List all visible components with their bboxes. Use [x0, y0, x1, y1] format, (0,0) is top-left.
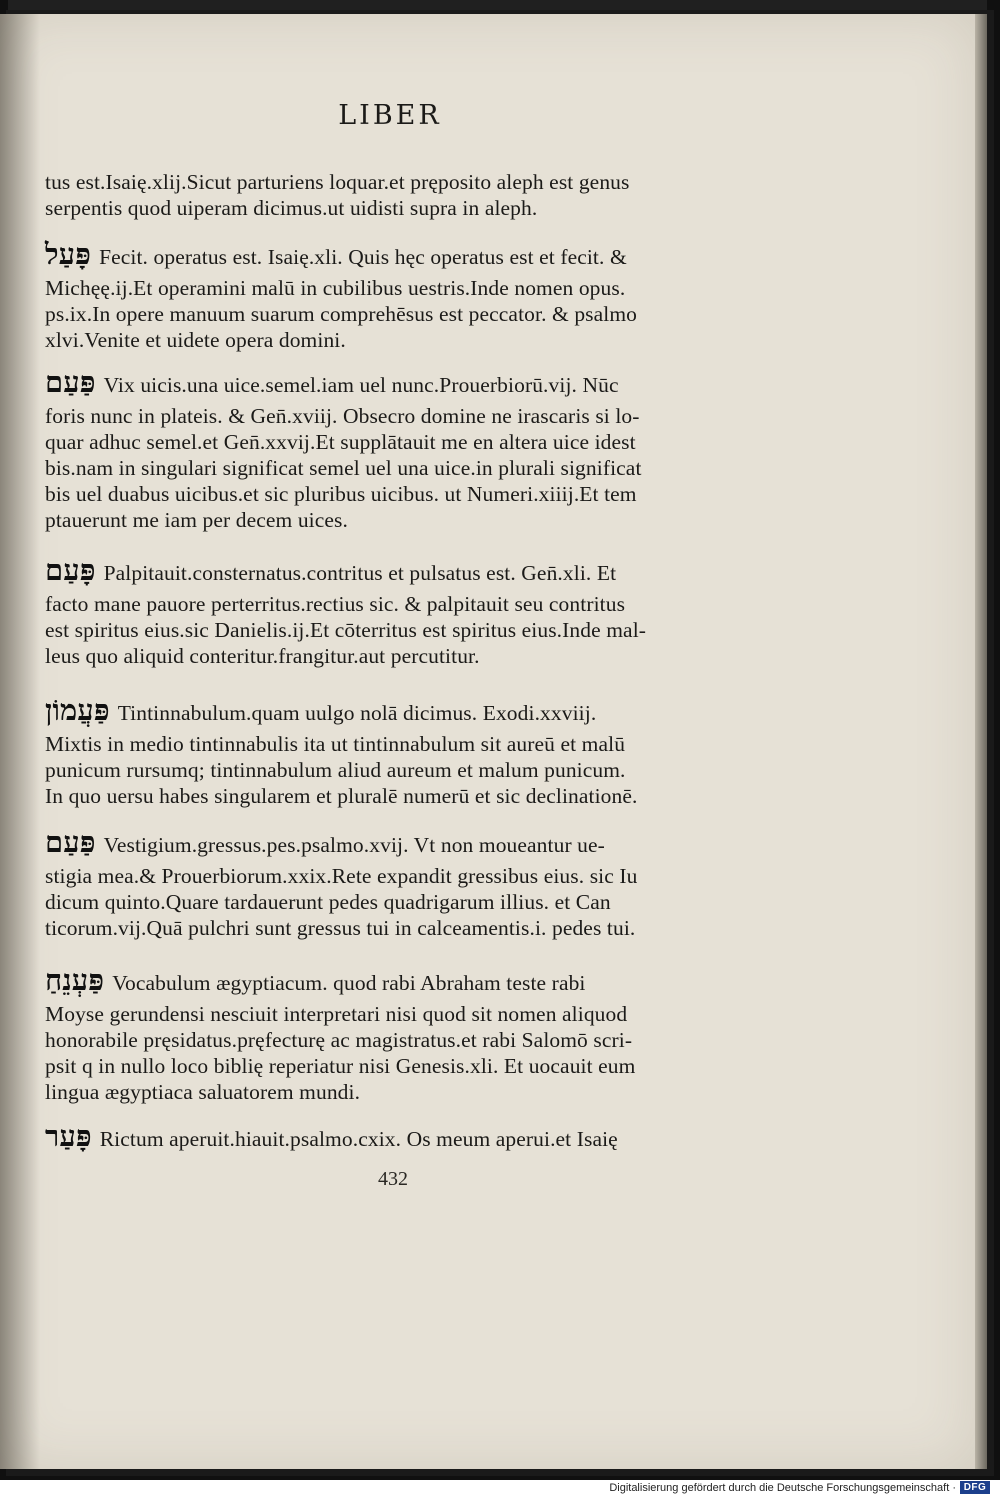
latin-gloss: psit q in nullo loco biblię reperiatur nisi Genesis.xli. Et uocauit eum: [45, 1054, 636, 1078]
text-line: [45, 914, 635, 942]
text-line: [45, 590, 625, 618]
latin-gloss: dicum quinto.Quare tardauerunt pedes quadrigarum illius. et Can: [45, 890, 611, 914]
text-line: [45, 168, 630, 196]
hebrew-headword: פַּעְנֵחַ: [45, 963, 105, 997]
latin-gloss: Tintinnabulum.quam uulgo nolā dicimus. Exodi.xxviij.: [117, 701, 597, 725]
latin-gloss: foris nunc in plateis. & Gen̄.xviij. Obsecro domine ne irascaris si lo-: [45, 404, 640, 428]
hebrew-headword: פָּעַר: [45, 1119, 92, 1153]
text-line: [45, 730, 625, 758]
text-line: [45, 454, 642, 482]
latin-gloss: lingua ægyptiaca saluatorem mundi.: [45, 1080, 361, 1104]
latin-gloss: tus est.Isaię.xlij.Sicut parturiens loquar.et pręposito aleph est genus: [45, 170, 630, 194]
text-line: [45, 506, 348, 534]
folio-number: 432: [378, 1168, 408, 1190]
text-line: [45, 300, 637, 328]
text-line: [45, 326, 346, 354]
entry-first-line: [45, 553, 617, 587]
latin-gloss: punicum rursumq; tintinnabulum aliud aureum et malum punicum.: [45, 758, 626, 782]
latin-gloss: Palpitauit.consternatus.contritus et pulsatus est. Gen̄.xli. Et: [103, 561, 617, 585]
entry-first-line: [45, 693, 597, 727]
text-line: [45, 642, 480, 670]
footer-credit[interactable]: Digitalisierung gefördert durch die Deutsche Forschungsgemeinschaft ·: [609, 1482, 956, 1494]
text-line: [45, 1026, 632, 1054]
running-head: LIBER: [338, 100, 442, 131]
latin-gloss: facto mane pauore perterritus.rectius sic. & palpitauit seu contritus: [45, 592, 626, 616]
hebrew-headword: פַּעֲמוֹן: [45, 693, 110, 727]
latin-gloss: bis.nam in singulari significat semel uel una uice.in plurali significat: [45, 456, 642, 480]
entry-first-line: [45, 825, 605, 859]
latin-gloss: Michęę.ij.Et operamini malū in cubilibus uestris.Inde nomen opus.: [45, 276, 626, 300]
text-line: [45, 428, 636, 456]
hebrew-headword: פַּעַם: [45, 365, 96, 399]
hebrew-headword: פַּעַם: [45, 825, 96, 859]
text-line: [45, 756, 626, 784]
hebrew-headword: פָּעַל: [45, 237, 92, 271]
latin-gloss: Mixtis in medio tintinnabulis ita ut tintinnabulum sit aureū et malū: [45, 732, 626, 756]
hebrew-headword: פָּעַם: [45, 553, 96, 587]
latin-gloss: xlvi.Venite et uidete opera domini.: [45, 328, 346, 352]
latin-gloss: serpentis quod uiperam dicimus.ut uidisti supra in aleph.: [45, 196, 538, 220]
text-line: [45, 616, 646, 644]
latin-gloss: Vestigium.gressus.pes.psalmo.xvij. Vt non moueantur ue-: [103, 833, 605, 857]
spine-shadow: [0, 14, 40, 1469]
text-line: [45, 1000, 627, 1028]
latin-gloss: Rictum aperuit.hiauit.psalmo.cxix. Os meum aperui.et Isaię: [99, 1127, 618, 1151]
latin-gloss: Fecit. operatus est. Isaię.xli. Quis hęc operatus est et fecit. &: [99, 245, 627, 269]
latin-gloss: ps.ix.In opere manuum suarum comprehēsus est peccator. & psalmo: [45, 302, 638, 326]
text-line: [45, 274, 625, 302]
latin-gloss: stigia mea.& Prouerbiorum.xxix.Rete expandit gressibus eius. sic Iu: [45, 864, 638, 888]
entry-first-line: [45, 1119, 618, 1153]
entry-first-line: [45, 963, 586, 997]
latin-gloss: Vix uicis.una uice.semel.iam uel nunc.Prouerbiorū.vij. Nūc: [103, 373, 619, 397]
text-line: [45, 402, 640, 430]
page-edge: [975, 14, 987, 1469]
latin-gloss: Vocabulum ægyptiacum. quod rabi Abraham teste rabi: [112, 971, 586, 995]
latin-gloss: leus quo aliquid conteritur.frangitur.aut percutitur.: [45, 644, 480, 668]
entry-first-line: [45, 237, 627, 271]
latin-gloss: bis uel duabus uicibus.et sic pluribus uicibus. ut Numeri.xiiij.Et tem: [45, 482, 637, 506]
latin-gloss: quar adhuc semel.et Gen̄.xxvij.Et supplātauit me en altera uice idest: [45, 430, 636, 454]
text-line: [45, 782, 638, 810]
dfg-logo[interactable]: DFG: [960, 1481, 990, 1494]
latin-gloss: ptauerunt me iam per decem uices.: [45, 508, 348, 532]
text-line: [45, 1052, 635, 1080]
latin-gloss: est spiritus eius.sic Danielis.ij.Et cōterritus est spiritus eius.Inde mal-: [45, 618, 647, 642]
latin-gloss: Moyse gerundensi nesciuit interpretari nisi quod sit nomen aliquod: [45, 1002, 628, 1026]
entry-first-line: [45, 365, 619, 399]
text-line: [45, 1078, 360, 1106]
text-line: [45, 862, 637, 890]
text-line: [45, 480, 637, 508]
text-line: [45, 194, 537, 222]
text-line: [45, 888, 611, 916]
latin-gloss: ticorum.vij.Quā pulchri sunt gressus tui in calceamentis.i. pedes tui.: [45, 916, 636, 940]
latin-gloss: In quo uersu habes singularem et pluralē numerū et sic declinationē.: [45, 784, 638, 808]
latin-gloss: honorabile pręsidatus.pręfecturę ac magistratus.et rabi Salomō scri-: [45, 1028, 633, 1052]
